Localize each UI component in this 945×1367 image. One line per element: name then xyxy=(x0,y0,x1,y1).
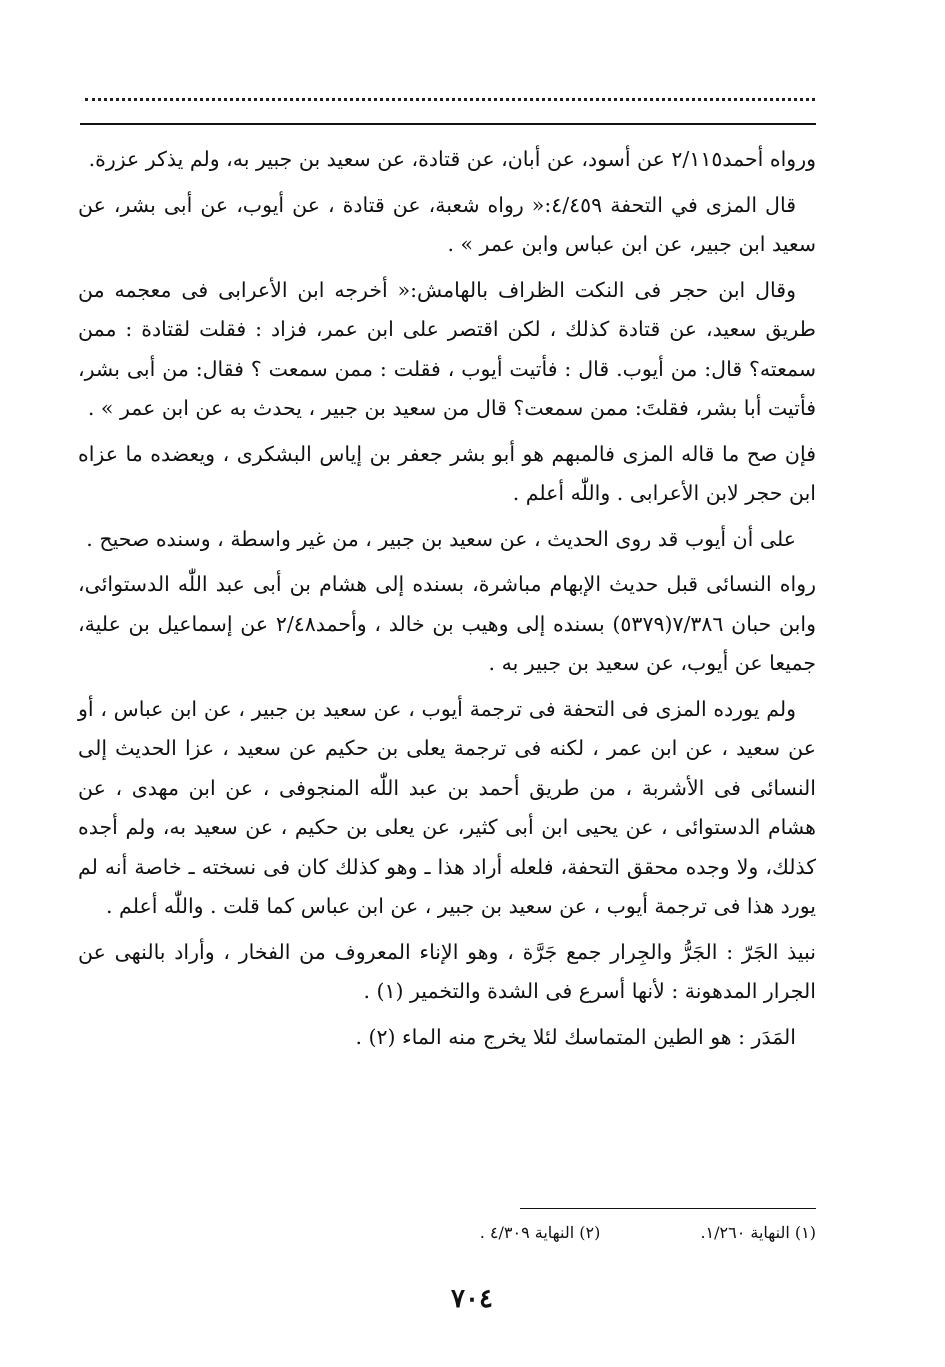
footnotes xyxy=(380,1219,816,1247)
paragraph-3: وقال ابن حجر فى النكت الظراف بالهامش:« أخرجه ابن الأعرابى فى معجمه من طريق سعيد، عن قتادة كذلك ، لكن اقتصر على ابن عمر، فزاد : فقلت لقتادة : ممن سمعته؟ قال: من أيوب. قال : فأتيت أيوب ، فقلت : ممن سمعت ؟ فقال: من أبى بشر، فأتيت أبا بشر، فقلتَ: ممن سمعت؟ قال من سعيد بن جبير ، يحدث به عن ابن عمر » . xyxy=(78,277,816,420)
paragraph-6: رواه النسائى قبل حديث الإبهام مباشرة، بسنده إلى هشام بن أبى عبد اللّٰه الدستوائى، وابن حبان ٧/٣٨٦(٥٣٧٩) بسنده إلى وهيب بن خالد ، وأحمد٢/٤٨ عن إسماعيل بن علية، جميعا عن أيوب، عن سعيد بن جبير به . xyxy=(78,572,816,675)
footnote-1: (١) النهاية ١/٢٦٠. xyxy=(700,1223,816,1242)
header-rule xyxy=(80,123,816,125)
paragraph-9: المَدَر : هو الطين المتماسك لئلا يخرج منه الماء (٢) . xyxy=(355,1024,796,1049)
footnote-rule xyxy=(520,1208,816,1209)
paragraph-7: ولم يورده المزى فى التحفة فى ترجمة أيوب ، عن سعيد بن جبير ، عن ابن عباس ، أو عن سعيد ، عن ابن عمر ، لكنه فى ترجمة يعلى بن حكيم عن سعيد ، عزا الحديث إلى النسائى فى الأشربة ، من طريق أحمد بن عبد اللّٰه المنجوفى ، عن ابن مهدى ، عن هشام الدستوائى ، عن يحيى ابن أبى كثير، عن يعلى بن حكيم ، عن سعيد به، ولم أجده كذلك، ولا وجده محقق التحفة، فلعله أراد هذا ـ وهو كذلك كان فى نسخته ـ خاصة أنه لم يورد هذا فى ترجمة أيوب ، عن سعيد بن جبير ، عن ابن عباس كما قلت . واللّٰه أعلم . xyxy=(78,696,816,918)
paragraph-2: قال المزى في التحفة ٤/٤٥٩:« رواه شعبة، عن قتادة ، عن أيوب، عن أبى بشر، عن سعيد ابن جبير، عن ابن عباس وابن عمر » . xyxy=(78,192,816,256)
paragraph-4: فإن صح ما قاله المزى فالمبهم هو أبو بشر جعفر بن إياس البشكرى ، ويعضده ما عزاه ابن حجر لابن الأعرابى . واللّٰه أعلم . xyxy=(78,441,816,505)
paragraph-1: ورواه أحمد٢/١١٥ عن أسود، عن أبان، عن قتادة، عن سعيد بن جبير به، ولم يذكر عزرة. xyxy=(88,147,816,171)
header-dotted-line xyxy=(85,86,815,101)
paragraph-5: على أن أيوب قد روى الحديث ، عن سعيد بن جبير ، من غير واسطة ، وسنده صحيح . xyxy=(86,526,796,551)
body-text xyxy=(78,140,816,1063)
paragraph-8: نبيذ الجَرّ : الجَرُّ والجِرار جمع جَرَّة ، وهو الإناء المعروف من الفخار ، وأراد بالنهى عن الجرار المدهونة : لأنها أسرع فى الشدة والتخمير (١) . xyxy=(78,939,816,1003)
footnote-2: (٢) النهاية ٤/٣٠٩ . xyxy=(479,1223,601,1242)
page-number: ٧٠٤ xyxy=(451,1284,493,1314)
